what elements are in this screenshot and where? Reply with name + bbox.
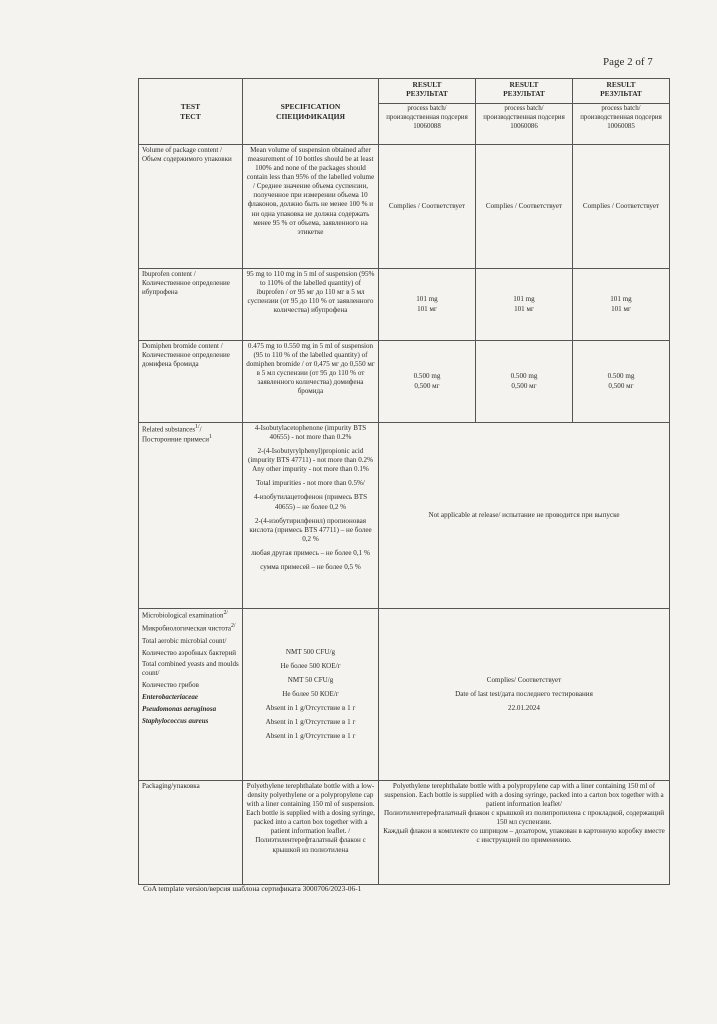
table-row-domiphen: [139, 341, 670, 423]
result-value: Complies / Соответствует: [476, 145, 573, 269]
specification-column-header: SPECIFICATION СПЕЦИФИКАЦИЯ: [243, 79, 379, 145]
test-name: Related substances$^{1/}$/ Посторонние примеси$^1$: [139, 423, 243, 609]
test-name: Domiphen bromide content / Количественное определение домифена бромида: [139, 341, 243, 423]
certificate-table: [138, 78, 670, 885]
test-name: Volume of package content / Объем содержимого упаковки: [139, 145, 243, 269]
specification-text: Mean volume of suspension obtained after measurement of 10 bottles should be at least 100% and none of the packages should contain less than 95% of the labelled volume / Среднее значение объема суспензии, полученное при измерении объема 10 флаконов, должно быть не менее 100 % и ни одна упаковка не должна содержать менее 95 % от объема, заявленного на этикетке: [243, 145, 379, 269]
result-value: 101 mg 101 мг: [573, 269, 670, 341]
result-value: Polyethylene terephthalate bottle with a polypropylene cap with a liner containing 150 ml of suspension. Each bottle is supplied with a dosing syringe, packed into a carton box together with a patient information leaflet/ Полиэтилентерефталатный флакон с крышкой из полипропилена с прокладкой, содержащий 150 мл суспензии. Каждый флакон в комплекте со шприцом – дозатором, упакован в картонную коробку вместе с инструкцией по применению.: [379, 781, 670, 885]
template-version-footer: CoA template version/версия шаблона сертификата 3000706/2023-06-1: [143, 884, 362, 893]
batch-cell: process batch/ производственная подсерия 10060088: [379, 104, 476, 145]
specification-text: 4-Isobutylacetophenone (impurity BTS 40655) - not more than 0.2% 2-(4-Isobutyrylphenyl)propionic acid (impurity BTS 47711) - not more than 0.2% Any other impurity - not more than 0.1% Total impurities - not more than 0.5%/ 4-изобутилацетофенон (примесь BTS 40655) – не более 0,2 % 2-(4-изобутирилфенил) пропионовая кислота (примесь BTS 47711) – не более 0,2 % любая другая примесь – не более 0,1 % сумма примесей – не более 0,5 %: [243, 423, 379, 609]
header-row: [139, 79, 670, 104]
table-row-related-substances: [139, 423, 670, 609]
result-value: Not applicable at release/ испытание не проводится при выпуске: [379, 423, 670, 609]
test-name: Packaging/упаковка: [139, 781, 243, 885]
result-value: 0.500 mg 0,500 мг: [573, 341, 670, 423]
result-value: Complies / Соответствует: [573, 145, 670, 269]
table-row-packaging: [139, 781, 670, 885]
test-name: Microbiological examination$^{2/}$ Микробиологическая чистота$^{2/}$ Total aerobic microbial count/ Количество аэробных бактерий Total combined yeasts and moulds count/ Количество грибов Enterobacteriaceae Pseudomonas aeruginosa Staphylococcus aureus: [139, 609, 243, 781]
result-value: 0.500 mg 0,500 мг: [476, 341, 573, 423]
result-value: 0.500 mg 0,500 мг: [379, 341, 476, 423]
batch-cell: process batch/ производственная подсерия 10060085: [573, 104, 670, 145]
test-column-header: TEST ТЕСТ: [139, 79, 243, 145]
result-column-header: RESULT РЕЗУЛЬТАТ: [379, 79, 476, 104]
specification-text: 0.475 mg to 0.550 mg in 5 ml of suspension (95 to 110 % of the labelled quantity) of domiphen bromide / от 0,475 мг до 0,550 мг в 5 мл суспензии (от 95 до 110 % от заявленного количества) домифена бромида: [243, 341, 379, 423]
table-row-microbiological: [139, 609, 670, 781]
result-value: 101 mg 101 мг: [379, 269, 476, 341]
specification-text: NMT 500 CFU/g Не более 500 КОЕ/г NMT 50 CFU/g Не более 50 КОЕ/г Absent in 1 g/Отсутствие в 1 г Absent in 1 g/Отсутствие в 1 г Absent in 1 g/Отсутствие в 1 г: [243, 609, 379, 781]
test-name: Ibuprofen content / Количественное определение ибупрофена: [139, 269, 243, 341]
batch-cell: process batch/ производственная подсерия 10060086: [476, 104, 573, 145]
result-value: Complies / Соответствует: [379, 145, 476, 269]
page-number: Page 2 of 7: [603, 56, 653, 68]
result-column-header: RESULT РЕЗУЛЬТАТ: [573, 79, 670, 104]
table-row-ibuprofen: [139, 269, 670, 341]
specification-text: Polyethylene terephthalate bottle with a low-density polyethylene or a polypropylene cap with a liner containing 150 ml of suspension. Each bottle is supplied with a dosing syringe, packed into a carton box together with a patient information leaflet. / Полиэтилентерефталатный флакон с крышкой из полиэтилена: [243, 781, 379, 885]
result-value: Complies/ Соответствует Date of last test/дата последнего тестирования 22.01.2024: [379, 609, 670, 781]
specification-text: 95 mg to 110 mg in 5 ml of suspension (95% to 110% of the labelled quantity) of ibuprofen / от 95 мг до 110 мг в 5 мл суспензии (от 95 до 110 % от заявленного количества) ибупрофена: [243, 269, 379, 341]
result-value: 101 mg 101 мг: [476, 269, 573, 341]
table-row-volume: [139, 145, 670, 269]
result-column-header: RESULT РЕЗУЛЬТАТ: [476, 79, 573, 104]
